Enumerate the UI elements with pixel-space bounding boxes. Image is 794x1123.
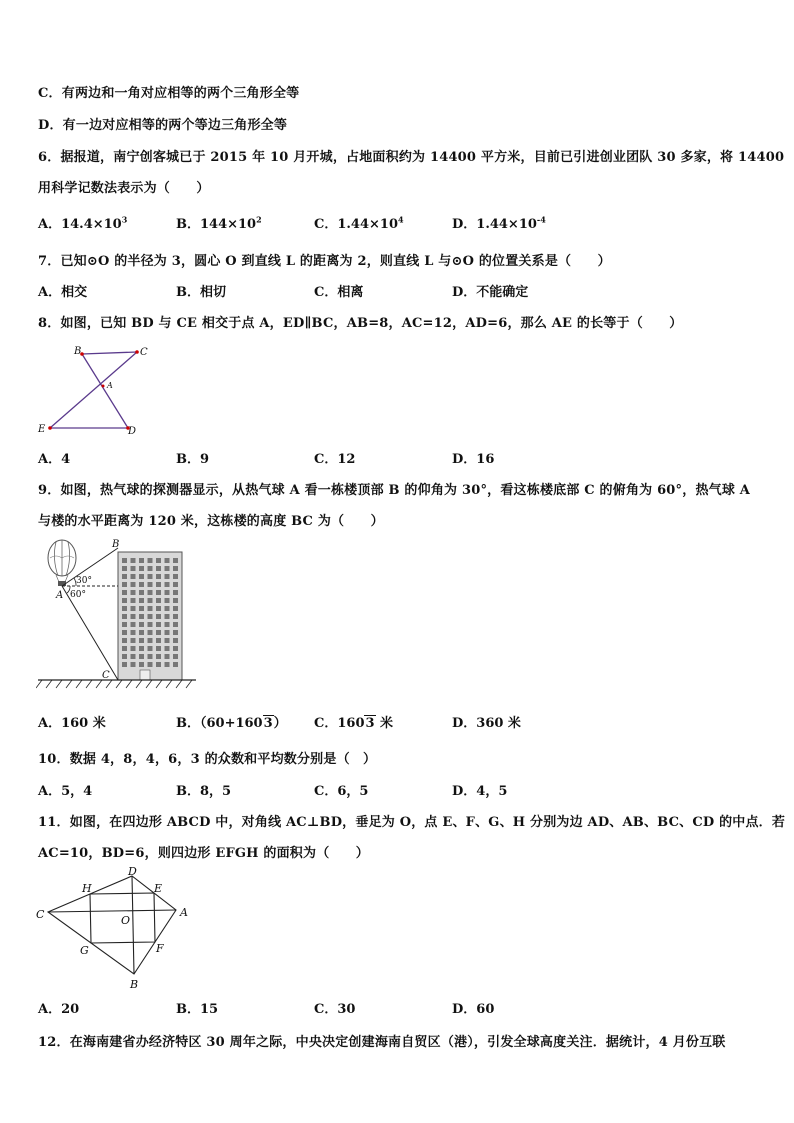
building-window [148, 638, 153, 643]
ground-hatch [96, 680, 102, 688]
building-window [148, 614, 153, 619]
building-window [156, 582, 161, 587]
ground-hatch [66, 680, 72, 688]
building-window [165, 614, 170, 619]
q5-option-d: D．有一边对应相等的两个等边三角形全等 [38, 118, 288, 133]
building-window [122, 566, 127, 571]
building-window [131, 614, 136, 619]
q11-figure [34, 866, 194, 990]
building-window [139, 558, 144, 563]
building-window [131, 574, 136, 579]
building-window [139, 606, 144, 611]
q12-stem: 12．在海南建省办经济特区 30 周年之际，中央决定创建海南自贸区（港），引发全球高度关注．据统计，4 月份互联 [38, 1035, 726, 1050]
q11-label-b: B [130, 978, 139, 990]
q6-option-c: C．$1.44\times 10^4$ [314, 214, 404, 232]
building-window [173, 638, 178, 643]
building-window [173, 662, 178, 667]
ground-hatch [166, 680, 172, 688]
building-window [122, 574, 127, 579]
building-window [148, 654, 153, 659]
building-window [131, 646, 136, 651]
building-window [139, 638, 144, 643]
q9-angle-60: 60° [70, 590, 86, 600]
q9-option-a: A．160 米 [38, 716, 106, 731]
ground-hatch [116, 680, 122, 688]
building-window [165, 606, 170, 611]
building-window [122, 646, 127, 651]
building-window [173, 590, 178, 595]
building-window [139, 614, 144, 619]
q11-label-o: O [121, 914, 131, 927]
building-window [122, 582, 127, 587]
building-window [139, 598, 144, 603]
q8-option-a: A．4 [38, 452, 71, 467]
q10-option-c: C．6，5 [314, 784, 369, 799]
q8-stem: 8．如图，已知 BD 与 CE 相交于点 A，ED∥BC，AB=8，AC=12，AD=6，那么 AE 的长等于（ ） [38, 316, 683, 331]
q11-option-c: C．30 [314, 1002, 356, 1017]
building-window [156, 566, 161, 571]
q10-option-d: D．4，5 [452, 784, 508, 799]
building-window [156, 630, 161, 635]
building-window [173, 630, 178, 635]
building-window [173, 622, 178, 627]
building-window [148, 582, 153, 587]
building-window [148, 630, 153, 635]
q8-label-b: B [74, 346, 82, 357]
q7-option-d: D．不能确定 [452, 285, 529, 300]
q9-figure [36, 536, 198, 692]
q9-stem-line1: 9．如图，热气球的探测器显示，从热气球 A 看一栋楼顶部 B 的仰角为 30°，看这栋楼底部 C 的俯角为 60°，热气球 A [38, 483, 751, 498]
building-window [131, 662, 136, 667]
q8-label-a: A [107, 381, 113, 390]
building-window [165, 582, 170, 587]
building-window [148, 646, 153, 651]
q6-stem-line2: 用科学记数法表示为（ ） [38, 181, 210, 196]
q8-label-e: E [38, 424, 46, 435]
q9-option-c: C．1603 米 [314, 716, 394, 731]
q7-stem: 7．已知⊙O 的半径为 3，圆心 O 到直线 L 的距离为 2，则直线 L 与⊙O 的位置关系是（ ） [38, 254, 611, 269]
building-window [131, 654, 136, 659]
q10-stem: 10．数据 4，8，4，6，3 的众数和平均数分别是（ ） [38, 752, 377, 767]
building-window [122, 590, 127, 595]
building-window [173, 566, 178, 571]
q11-label-f: F [156, 942, 164, 955]
building-window [156, 622, 161, 627]
building-window [173, 558, 178, 563]
q11-label-h: H [82, 882, 92, 895]
building-window [156, 574, 161, 579]
building-window [173, 614, 178, 619]
building-window [165, 558, 170, 563]
building-window [139, 566, 144, 571]
building-window [131, 590, 136, 595]
building-window [165, 662, 170, 667]
building-window [122, 598, 127, 603]
q9-stem-line2: 与楼的水平距离为 120 米，这栋楼的高度 BC 为（ ） [38, 514, 384, 529]
q11-stem-line2: AC=10，BD=6，则四边形 EFGH 的面积为（ ） [38, 846, 369, 861]
q8-figure [36, 342, 156, 438]
ground-hatch [76, 680, 82, 688]
q9-label-c: C [102, 670, 110, 681]
q9-option-d: D．360 米 [452, 716, 521, 731]
building-window [173, 598, 178, 603]
building-window [131, 566, 136, 571]
building-window [165, 590, 170, 595]
q8-option-d: D．16 [452, 452, 495, 467]
building-window [148, 606, 153, 611]
q6-stem-line1: 6．据报道，南宁创客城已于 2015 年 10 月开城，占地面积约为 14400 平方米，目前已引进创业团队 30 多家，将 14400 [38, 150, 785, 165]
building-window [156, 654, 161, 659]
q8-option-c: C．12 [314, 452, 356, 467]
ground-hatch [106, 680, 112, 688]
building-window [156, 590, 161, 595]
q11-stem-line1: 11．如图，在四边形 ABCD 中，对角线 AC⊥BD，垂足为 O，点 E、F、G、H 分别为边 AD、AB、BC、CD 的中点．若 [38, 815, 786, 830]
building-window [165, 622, 170, 627]
building-window [165, 598, 170, 603]
ground-hatch [86, 680, 92, 688]
building-window [148, 566, 153, 571]
q9-label-a: A [56, 590, 64, 601]
building-window [131, 638, 136, 643]
building-window [131, 598, 136, 603]
q11-label-a: A [180, 906, 188, 919]
q8-label-d: D [128, 426, 137, 437]
q9-label-b: B [112, 539, 120, 550]
building-window [165, 574, 170, 579]
q11-label-c: C [36, 908, 45, 921]
ground-hatch [46, 680, 52, 688]
building-window [148, 590, 153, 595]
building-window [122, 558, 127, 563]
building-window [156, 598, 161, 603]
building-window [173, 606, 178, 611]
q7-option-c: C．相离 [314, 285, 364, 300]
ground-hatch [36, 680, 42, 688]
building-window [173, 582, 178, 587]
building-window [148, 574, 153, 579]
q6-option-a: A．$14.4\times 10^3$ [38, 214, 128, 232]
q9-angle-30: 30° [76, 576, 92, 586]
q10-option-b: B．8，5 [176, 784, 232, 799]
building-window [139, 662, 144, 667]
building-window [139, 574, 144, 579]
building-window [139, 654, 144, 659]
ground-hatch [186, 680, 192, 688]
building-window [139, 622, 144, 627]
q8-option-b: B．9 [176, 452, 210, 467]
building-window [131, 558, 136, 563]
ground-hatch [146, 680, 152, 688]
building-window [165, 638, 170, 643]
building-window [122, 638, 127, 643]
building-window [148, 598, 153, 603]
building-window [131, 630, 136, 635]
q6-option-b: B．$144\times 10^2$ [176, 214, 262, 232]
building-window [156, 646, 161, 651]
building-window [131, 606, 136, 611]
building-window [139, 590, 144, 595]
q8-label-c: C [140, 347, 148, 358]
q11-label-g: G [80, 944, 89, 957]
building-window [148, 662, 153, 667]
building-window [139, 582, 144, 587]
building-window [156, 558, 161, 563]
q11-option-b: B．15 [176, 1002, 219, 1017]
building-window [139, 630, 144, 635]
q11-label-e: E [154, 882, 163, 895]
building-window [122, 630, 127, 635]
ground-hatch [126, 680, 132, 688]
building-window [139, 646, 144, 651]
ground-hatch [176, 680, 182, 688]
ground-hatch [156, 680, 162, 688]
building-window [122, 614, 127, 619]
q10-option-a: A．5，4 [38, 784, 93, 799]
building-window [165, 646, 170, 651]
building-window [173, 654, 178, 659]
building-window [122, 622, 127, 627]
ground-hatch [56, 680, 62, 688]
q6-option-d: D．$1.44\times 10^{-4}$ [452, 214, 546, 232]
building-window [156, 638, 161, 643]
q7-option-b: B．相切 [176, 285, 226, 300]
building-window [122, 654, 127, 659]
building-window [122, 606, 127, 611]
q9-option-b: B．（60+1603） [176, 716, 287, 731]
building-window [165, 654, 170, 659]
building-window [156, 662, 161, 667]
q11-label-d: D [128, 866, 137, 878]
q11-option-d: D．60 [452, 1002, 495, 1017]
building-window [165, 566, 170, 571]
building-window [148, 622, 153, 627]
building-window [122, 662, 127, 667]
q5-option-c: C．有两边和一角对应相等的两个三角形全等 [38, 86, 300, 101]
building-window [173, 646, 178, 651]
building-window [131, 582, 136, 587]
building [118, 552, 182, 680]
building-window [148, 558, 153, 563]
building-window [131, 622, 136, 627]
building-window [156, 606, 161, 611]
building-window [173, 574, 178, 579]
q7-option-a: A．相交 [38, 285, 88, 300]
building-window [165, 630, 170, 635]
q11-option-a: A．20 [38, 1002, 80, 1017]
building-window [156, 614, 161, 619]
ground-hatch [136, 680, 142, 688]
